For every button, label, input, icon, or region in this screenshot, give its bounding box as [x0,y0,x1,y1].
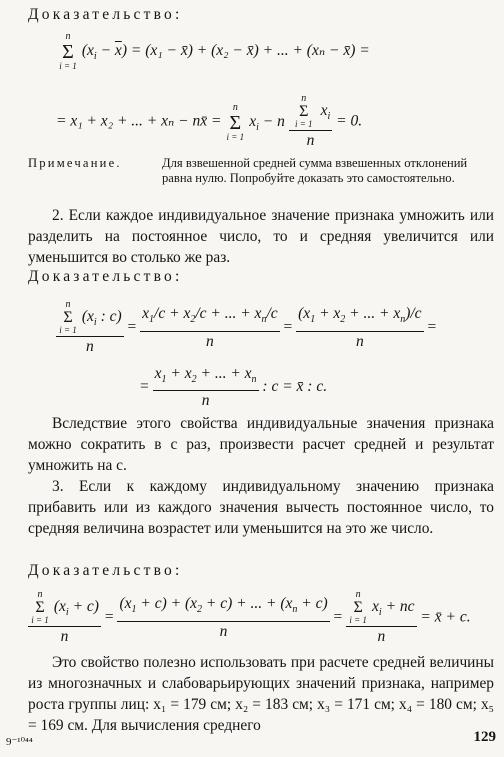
property-3-text: 3. Если к каждому индивидуальному значению признака прибавить или из каждого значения вычесть постоянное число, то средняя величина возрастет или уменьшится на это же число. [28,478,494,537]
formula-proof2-result: : c = x̄ : c. [262,378,328,396]
proof-heading-2: Доказательство: [28,268,183,285]
note-label: Примечание. [28,156,122,170]
fraction: n Σ i = 1 $x_i$ n [289,94,333,150]
page-number: 129 [473,729,496,745]
formula-proof1-line2: = x₁ + x₂ + ... + xₙ − nx̄ = n Σ i = 1 $x_i - n$ n Σ i = 1 $x_i$ n = 0. [56,93,363,149]
sum-operator: n Σ i = 1 [59,31,77,71]
formula-proof1-line2-start: = x₁ + x₂ + ... + xₙ − nx̄ = [56,112,222,130]
formula-proof3-result: = x̄ + c. [420,608,471,626]
formula-proof2-line1: n Σ i = 1 ($x_i$ : c) n = $\frac{x_1/c + x_2/c + ... + x_n/c}{n}$ = $\frac{(x_1 + x_2 + ... + x_n)/c}{n}$ = [56,300,436,356]
formula-proof1-line2-end: = 0. [336,112,363,130]
final-paragraph: Это свойство полезно использовать при расчете средней величины из многозначных и слабоварьирующих значений признака, например роста группы лиц: x₁ = 179 см; x₂ = 183 см; x₃ = 171 см; x₄ = 180 см; x₅ = 169 см. Для вычисления среднего [28,654,494,734]
note-block [28,156,490,185]
proof-heading-1: Доказательство: [28,6,183,23]
formula-proof1-line1: n Σ i = 1 $(x_i - \overline{x}) = (x_1$ − x̄) + (x₂ − x̄) + ... + (xₙ − x̄) = [59,31,370,71]
consequence-text: Вследствие этого свойства индивидуальные значения признака можно сократить в c раз, произвести расчет средней и результат умножить на c. [28,415,494,474]
note-text: Для взвешенной средней сумма взвешенных отклонений равна нулю. Попробуйте доказать это самостоятельно. [162,156,468,185]
printer-signature: 9⁻¹⁰⁴⁴ [6,736,33,748]
property-2-text: 2. Если каждое индивидуальное значение признака умножить или разделить на постоянное число, то и средняя увеличится или уменьшится во столько же раз. [28,207,494,266]
formula-proof1-line1-rhs: (x₁ − x̄) + (x₂ − x̄) + ... + (xₙ − x̄) = [145,42,370,60]
formula-proof2-line2: = $\frac{x_1 + x_2 + ... + x_n}{n}$ : c = x̄ : c. [140,365,328,410]
proof-heading-3: Доказательство: [28,562,183,579]
formula-proof3: n Σ i = 1 $(x_i + c)$ n = $\frac{(x_1 + c) + (x_2 + c) + ... + (x_n + c)}{n}$ = n Σ i = 1 $x_i$ + nc n = x̄ + c. [28,590,471,646]
